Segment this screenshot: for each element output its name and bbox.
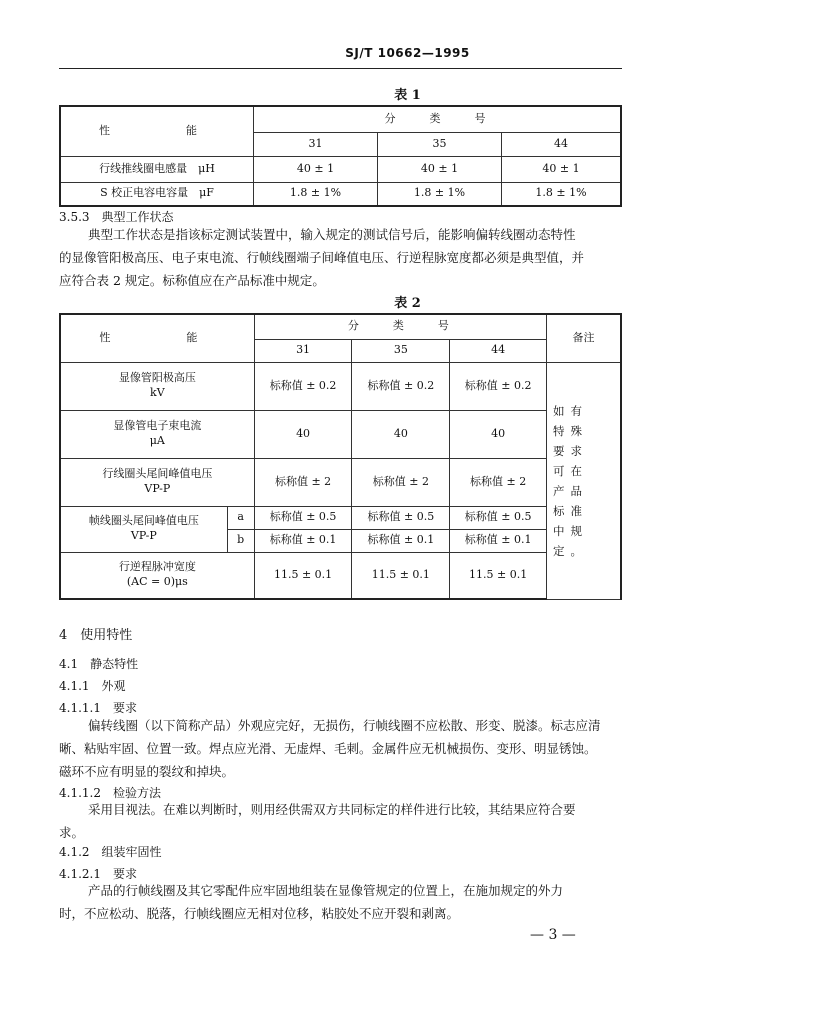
table1-class-35: 35: [378, 132, 502, 156]
document-header: SJ/T 10662—1995: [345, 46, 470, 60]
table1-class-31: 31: [254, 132, 378, 156]
table1-cell: 40 ± 1: [378, 156, 502, 182]
paragraph-line: 求。: [59, 825, 85, 840]
paragraph-line: 采用目视法。在难以判断时，则用经供需双方共同标定的样件进行比较，其结果应符合要: [88, 802, 576, 817]
paragraph-line: 产品的行帧线圈及其它零配件应牢固地组装在显像管规定的位置上，在施加规定的外力: [88, 883, 564, 898]
section-heading: 3.5.3 典型工作状态: [59, 210, 174, 224]
paragraph-line: 磁环不应有明显的裂纹和掉块。: [59, 764, 235, 779]
table2-cell: 40: [450, 410, 547, 458]
table2-sub-label-a: a: [227, 506, 254, 529]
section-heading: 4.1.1.1 要求: [59, 701, 137, 715]
table2-cell: 11.5 ± 0.1: [450, 552, 547, 599]
paragraph-line: 的显像管阳极高压、电子束电流、行帧线圈端子间峰值电压、行逆程脉宽度都必须是典型值，并: [59, 250, 585, 265]
table2-class-header: 分 类 号: [254, 314, 546, 339]
section-heading: 4 使用特性: [59, 628, 133, 643]
paragraph-line: 偏转线圈（以下简称产品）外观应完好，无损伤，行帧线圈不应松散、形变、脱漆。标志应清: [88, 718, 601, 733]
table2-cell: 标称值 ± 0.1: [254, 529, 352, 552]
table2-cell: 标称值 ± 2: [254, 458, 352, 506]
table2-cell: 标称值 ± 2: [352, 458, 450, 506]
paragraph-line: 晰、粘贴牢固、位置一致。焊点应光滑、无虚焊、毛刺。金属件应无机械损伤、变形、明显锈蚀。: [59, 741, 597, 756]
page-number: — 3 —: [530, 927, 576, 943]
table1-class-header: 分 类 号: [254, 106, 622, 132]
table2-class-35: 35: [352, 339, 450, 362]
table2-row-label: 行逆程脉冲宽度 (AC = 0)μs: [60, 552, 254, 599]
table1-caption: 表 1: [394, 88, 421, 103]
table1-cell: 40 ± 1: [502, 156, 622, 182]
table2-caption: 表 2: [394, 296, 421, 311]
table1-class-44: 44: [502, 132, 622, 156]
section-heading: 4.1.2 组装牢固性: [59, 845, 162, 859]
section-heading: 4.1.1.2 检验方法: [59, 786, 161, 800]
table2-class-31: 31: [254, 339, 352, 362]
table2-row-label: 显像管电子束电流 μA: [60, 410, 254, 458]
table2-perf-header: 性 能: [60, 314, 254, 362]
section-paragraph: [59, 714, 629, 783]
paragraph-line: 应符合表 2 规定。标称值应在产品标准中规定。: [59, 273, 325, 288]
table1-cell: 1.8 ± 1%: [254, 182, 378, 206]
table2-class-44: 44: [450, 339, 547, 362]
table2-cell: 40: [352, 410, 450, 458]
table1-row-label: 行线推线圈电感量 μH: [60, 156, 254, 182]
table1-cell: 1.8 ± 1%: [502, 182, 622, 206]
header-rule: [59, 68, 622, 69]
table2-cell: 标称值 ± 0.2: [450, 362, 547, 410]
table2-cell: 标称值 ± 0.5: [254, 506, 352, 529]
table2-row-label: 行线圈头尾间峰值电压 VP-P: [60, 458, 254, 506]
table1: [59, 105, 622, 207]
table1-cell: 40 ± 1: [254, 156, 378, 182]
table2-row-label: 帧线圈头尾间峰值电压 VP-P: [60, 506, 227, 552]
section-paragraph: [59, 879, 629, 925]
table2-row-label: 显像管阳极高压 kV: [60, 362, 254, 410]
table2: [59, 313, 622, 600]
table1-cell: 1.8 ± 1%: [378, 182, 502, 206]
table2-remark-header: 备注: [547, 314, 621, 362]
table2-cell: 标称值 ± 0.5: [450, 506, 547, 529]
table2-cell: 标称值 ± 0.1: [352, 529, 450, 552]
table2-sub-label-b: b: [227, 529, 254, 552]
table2-cell: 11.5 ± 0.1: [352, 552, 450, 599]
table2-cell: 标称值 ± 0.5: [352, 506, 450, 529]
table1-row-label: S 校正电容电容量 μF: [60, 182, 254, 206]
paragraph-line: 典型工作状态是指该标定测试装置中，输入规定的测试信号后，能影响偏转线圈动态特性: [88, 227, 576, 242]
section-heading: 4.1.2.1 要求: [59, 867, 137, 881]
table2-cell: 标称值 ± 2: [450, 458, 547, 506]
table2-cell: 标称值 ± 0.2: [352, 362, 450, 410]
table2-remark-cell: 如有 特殊 要求 可在 产品 标准 中规 定。: [547, 362, 621, 599]
section-heading: 4.1.1 外观: [59, 679, 126, 693]
table2-cell: 11.5 ± 0.1: [254, 552, 352, 599]
table2-cell: 标称值 ± 0.2: [254, 362, 352, 410]
table1-perf-header: 性 能: [60, 106, 254, 156]
table2-cell: 标称值 ± 0.1: [450, 529, 547, 552]
paragraph-line: 时，不应松动、脱落，行帧线圈应无相对位移，粘胶处不应开裂和剥离。: [59, 906, 460, 921]
section-paragraph: [59, 798, 629, 844]
section-paragraph: [59, 223, 629, 292]
section-heading: 4.1 静态特性: [59, 657, 139, 671]
table2-cell: 40: [254, 410, 352, 458]
